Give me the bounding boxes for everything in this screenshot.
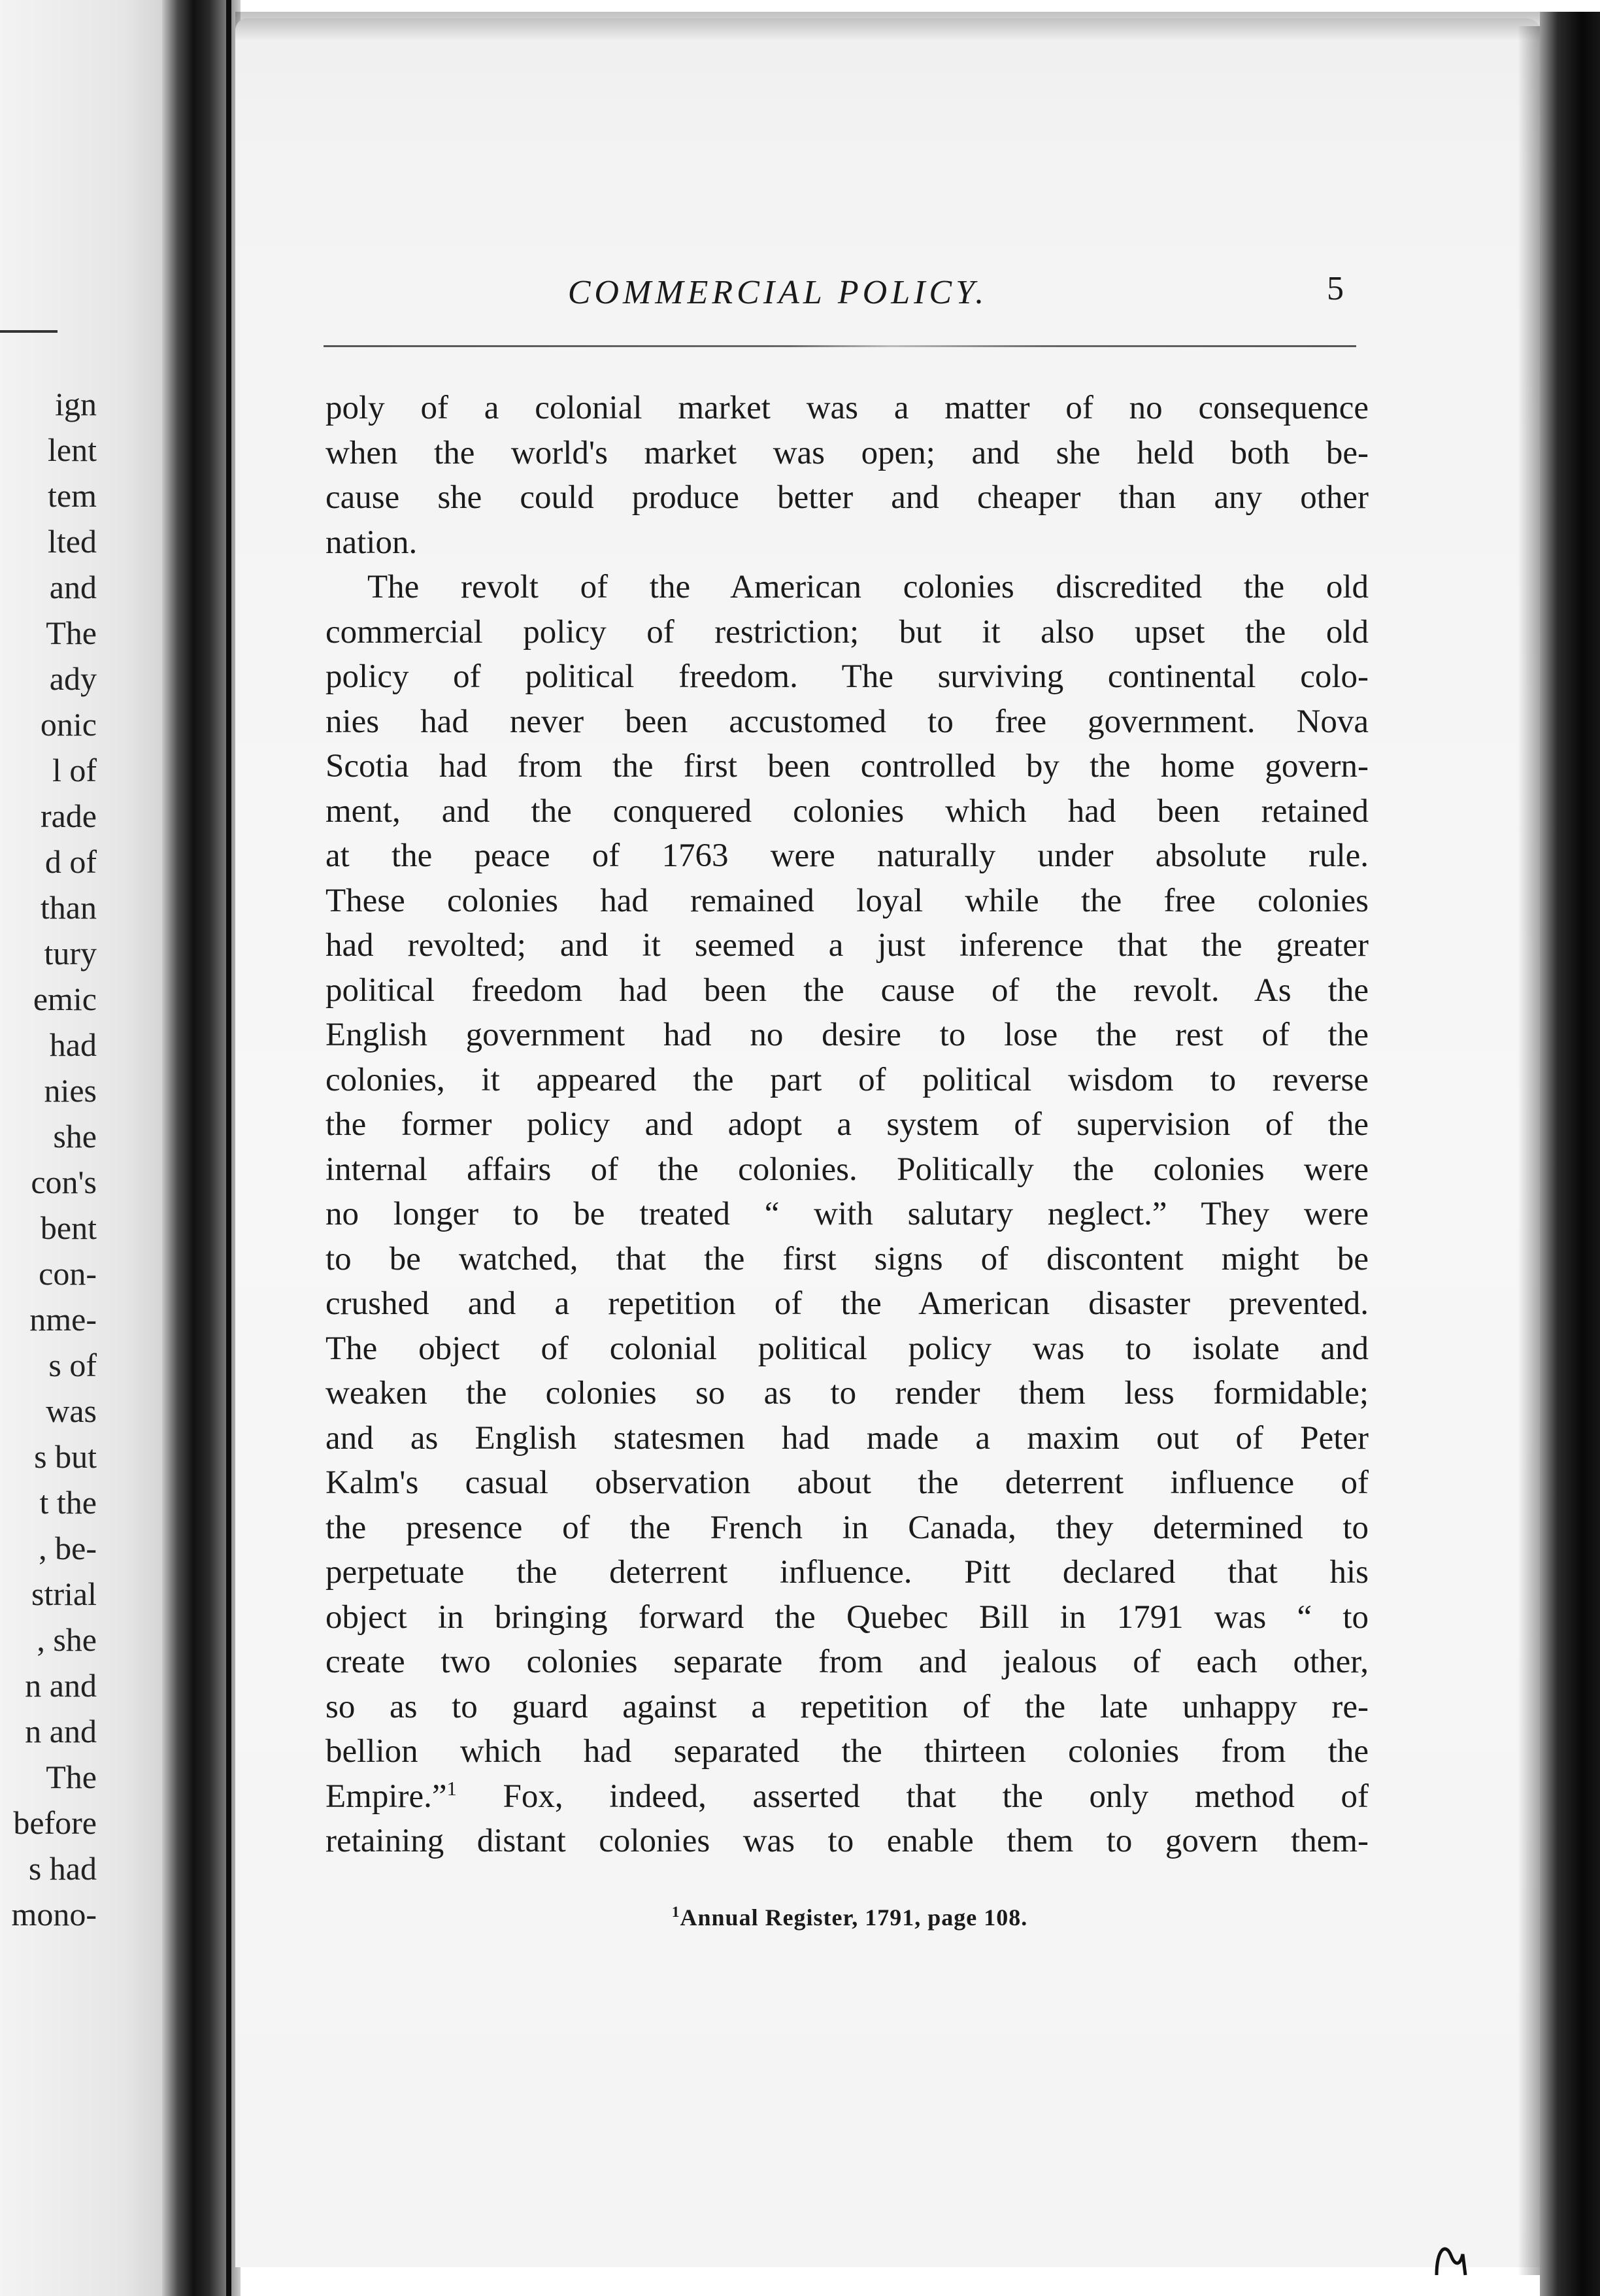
left-fragment-line: , she: [37, 1621, 97, 1658]
page-number: 5: [1327, 270, 1344, 307]
left-fragment-line: n and: [25, 1667, 97, 1704]
text-line: policy of political freedom. The surviving continental colo-: [325, 658, 1369, 695]
left-fragment-line: s had: [28, 1850, 97, 1887]
left-fragment-line: The: [46, 1759, 97, 1795]
left-fragment-line: mono-: [11, 1896, 97, 1933]
left-fragment-line: before: [13, 1804, 97, 1841]
gutter-fold-line: [226, 0, 231, 2296]
text-line: crushed and a repetition of the American disaster prevented.: [325, 1285, 1369, 1322]
body-text: [325, 386, 1369, 1864]
left-fragment-line: nme-: [29, 1301, 97, 1338]
left-fragment-line: n and: [25, 1713, 97, 1749]
left-fragment-line: and: [49, 569, 97, 605]
footnote-marker: 1: [671, 1904, 680, 1921]
left-fragment-line: tury: [44, 935, 97, 971]
left-page-rule: [0, 330, 58, 333]
text-line: ment, and the conquered colonies which had been retained: [325, 792, 1369, 830]
text-line: had revolted; and it seemed a just inference that the greater: [325, 927, 1369, 964]
text-line-start: Empire.”: [325, 1778, 447, 1815]
text-line: retaining distant colonies was to enable them to govern them-: [325, 1823, 1369, 1859]
text-line: to be watched, that the first signs of discontent might be: [325, 1240, 1369, 1277]
text-line: internal affairs of the colonies. Politically the colonies were: [325, 1151, 1369, 1188]
text-line: nies had never been accustomed to free government. Nova: [325, 703, 1369, 740]
left-fragment-line: nies: [44, 1072, 97, 1109]
footnote-reference: 1: [446, 1777, 457, 1800]
text-line: These colonies had remained loyal while the free colonies: [325, 882, 1369, 919]
text-line: English government had no desire to lose the rest of the: [325, 1017, 1369, 1053]
header-rule: [324, 345, 1356, 347]
left-fragment-line: lted: [48, 523, 97, 560]
left-fragment-line: , be-: [39, 1530, 97, 1566]
text-line: and as English statesmen had made a maxim out of Peter: [325, 1419, 1369, 1457]
left-fragment-line: was: [46, 1393, 97, 1429]
left-facing-page: [0, 0, 176, 2296]
left-fragment-line: rade: [40, 798, 97, 834]
left-page-text-fragments: [0, 381, 97, 1937]
text-line: when the world's market was open; and she held both be-: [325, 434, 1369, 471]
left-fragment-line: ign: [55, 386, 97, 422]
footnote: [327, 1904, 1373, 1931]
text-line-with-footnote: [325, 1774, 1369, 1819]
scan-corner-mark-icon: [1431, 2236, 1477, 2282]
text-line: create two colonies separate from and jealous of each other,: [325, 1644, 1369, 1680]
text-line-rest: Fox, indeed, asserted that the only method of: [456, 1778, 1369, 1815]
left-fragment-line: d of: [44, 843, 97, 880]
left-fragment-line: onic: [40, 706, 97, 743]
left-fragment-line: she: [53, 1118, 97, 1155]
left-fragment-line: ady: [49, 660, 97, 697]
running-head: [327, 268, 1359, 320]
text-line: cause she could produce better and cheaper than any other: [325, 479, 1369, 516]
left-fragment-line: con-: [39, 1255, 97, 1292]
text-line: weaken the colonies so as to render them less formidable;: [325, 1375, 1369, 1411]
left-fragment-line: tem: [48, 477, 97, 514]
left-fragment-line: l of: [52, 752, 97, 788]
text-line: commercial policy of restriction; but it also upset the old: [325, 613, 1369, 650]
text-line: The object of colonial political policy was to isolate and: [325, 1330, 1369, 1367]
left-fragment-line: s but: [34, 1438, 97, 1475]
left-fragment-line: s of: [48, 1347, 97, 1383]
text-line: colonies, it appeared the part of political wisdom to reverse: [325, 1061, 1369, 1098]
left-fragment-line: had: [49, 1026, 97, 1063]
text-line: no longer to be treated “ with salutary neglect.” They were: [325, 1196, 1369, 1232]
text-line: political freedom had been the cause of the revolt. As the: [325, 971, 1369, 1009]
left-fragment-line: con's: [31, 1164, 97, 1200]
page-right-edge-shadow: [1540, 12, 1600, 2296]
left-fragment-line: t the: [39, 1484, 97, 1521]
text-line: nation.: [325, 524, 418, 561]
text-line: at the peace of 1763 were naturally under absolute rule.: [325, 837, 1369, 874]
text-line: object in bringing forward the Quebec Bill in 1791 was “ to: [325, 1598, 1369, 1636]
left-fragment-line: emic: [33, 981, 97, 1017]
left-fragment-line: strial: [31, 1576, 97, 1612]
text-line: bellion which had separated the thirteen colonies from the: [325, 1733, 1369, 1770]
left-fragment-line: bent: [40, 1209, 97, 1246]
text-line: the former policy and adopt a system of supervision of the: [325, 1106, 1369, 1143]
running-head-title: COMMERCIAL POLICY.: [567, 274, 988, 311]
text-line: poly of a colonial market was a matter of no consequence: [325, 390, 1369, 426]
paragraph-first-line: The revolt of the American colonies discredited the old: [367, 569, 1369, 605]
text-line: Scotia had from the first been controlled by the home govern-: [325, 748, 1369, 785]
text-line: so as to guard against a repetition of the late unhappy re-: [325, 1688, 1369, 1725]
left-fragment-line: lent: [48, 431, 97, 468]
text-line: Kalm's casual observation about the deterrent influence of: [325, 1464, 1369, 1501]
left-fragment-line: The: [46, 615, 97, 651]
text-line: the presence of the French in Canada, they determined to: [325, 1509, 1369, 1546]
page-right-shading: [1518, 26, 1541, 2275]
text-line: perpetuate the deterrent influence. Pitt declared that his: [325, 1554, 1369, 1591]
left-fragment-line: than: [40, 889, 97, 926]
footnote-text: Annual Register, 1791, page 108.: [680, 1904, 1028, 1931]
page-top-shadow: [235, 12, 1542, 41]
